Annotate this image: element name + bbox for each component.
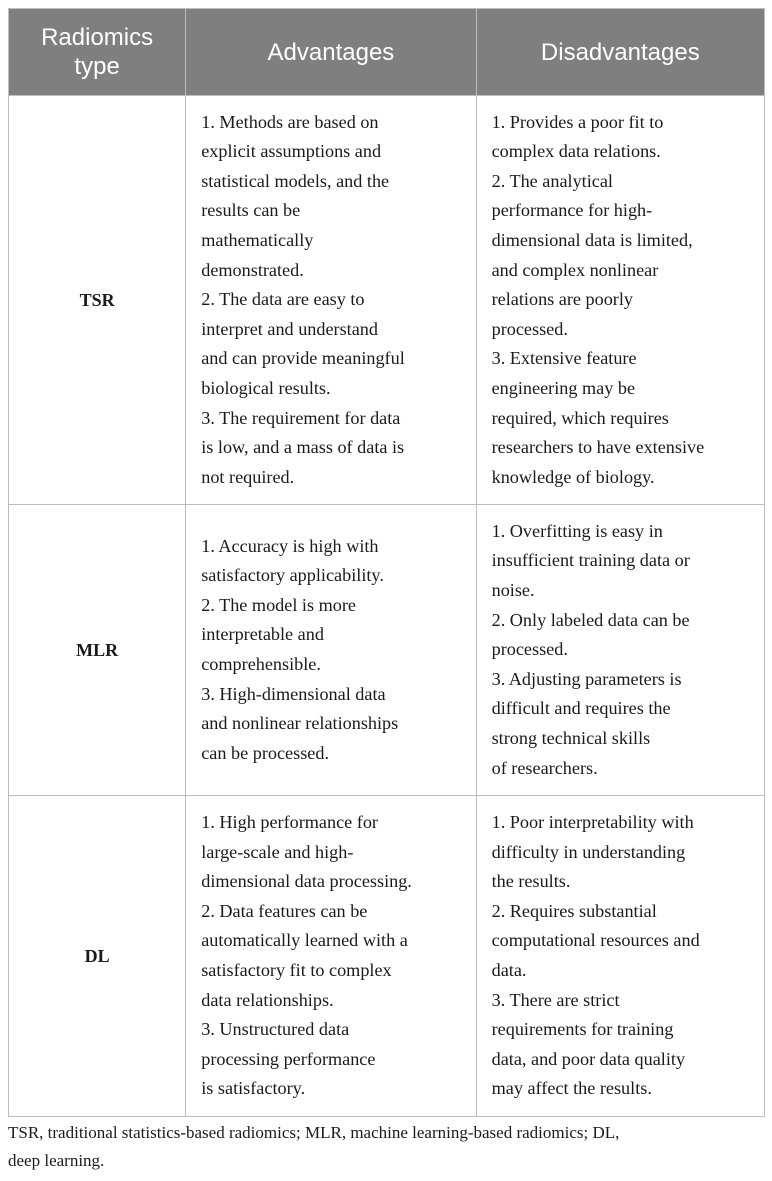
row-type-dl: DL (9, 796, 186, 1117)
advantages-cell-dl: 1. High performance for large-scale and high- dimensional data processing. 2. Data features can be automatically learned with a satisfactory fit to complex data relationships. 3. Unstructured data processing performance is satisfactory. (186, 796, 476, 1117)
table-footnote: TSR, traditional statistics-based radiomics; MLR, machine learning-based radiomics; DL, deep learning. (8, 1123, 620, 1170)
advantages-cell-tsr: 1. Methods are based on explicit assumptions and statistical models, and the results can be mathematically demonstrated. 2. The data are easy to interpret and understand and can provide meaningful biological results. 3. The requirement for data is low, and a mass of data is not required. (186, 96, 476, 505)
row-type-mlr: MLR (9, 505, 186, 796)
table-header (9, 9, 765, 96)
disadvantages-cell-tsr: 1. Provides a poor fit to complex data relations. 2. The analytical performance for high- dimensional data is limited, and complex nonlinear relations are poorly processed. 3. Extensive feature engineering may be required, which requires researchers to have extensive knowledge of biology. (476, 96, 764, 505)
disadvantages-cell-mlr: 1. Overfitting is easy in insufficient training data or noise. 2. Only labeled data can be processed. 3. Adjusting parameters is difficult and requires the strong technical skills of researchers. (476, 505, 764, 796)
disadvantages-cell-dl: 1. Poor interpretability with difficulty in understanding the results. 2. Requires substantial computational resources and data. 3. There are strict requirements for training data, and poor data quality may affect the results. (476, 796, 764, 1117)
header-disadvantages: Disadvantages (476, 9, 764, 96)
header-advantages: Advantages (186, 9, 476, 96)
table-row-tsr (9, 96, 765, 505)
row-type-tsr: TSR (9, 96, 186, 505)
table-row-mlr (9, 505, 765, 796)
advantages-cell-mlr: 1. Accuracy is high with satisfactory applicability. 2. The model is more interpretable and comprehensible. 3. High-dimensional data and nonlinear relationships can be processed. (186, 505, 476, 796)
header-row (9, 9, 765, 96)
header-radiomics-type: Radiomics type (9, 9, 186, 96)
comparison-table (8, 8, 765, 1117)
table-row-dl (9, 796, 765, 1117)
